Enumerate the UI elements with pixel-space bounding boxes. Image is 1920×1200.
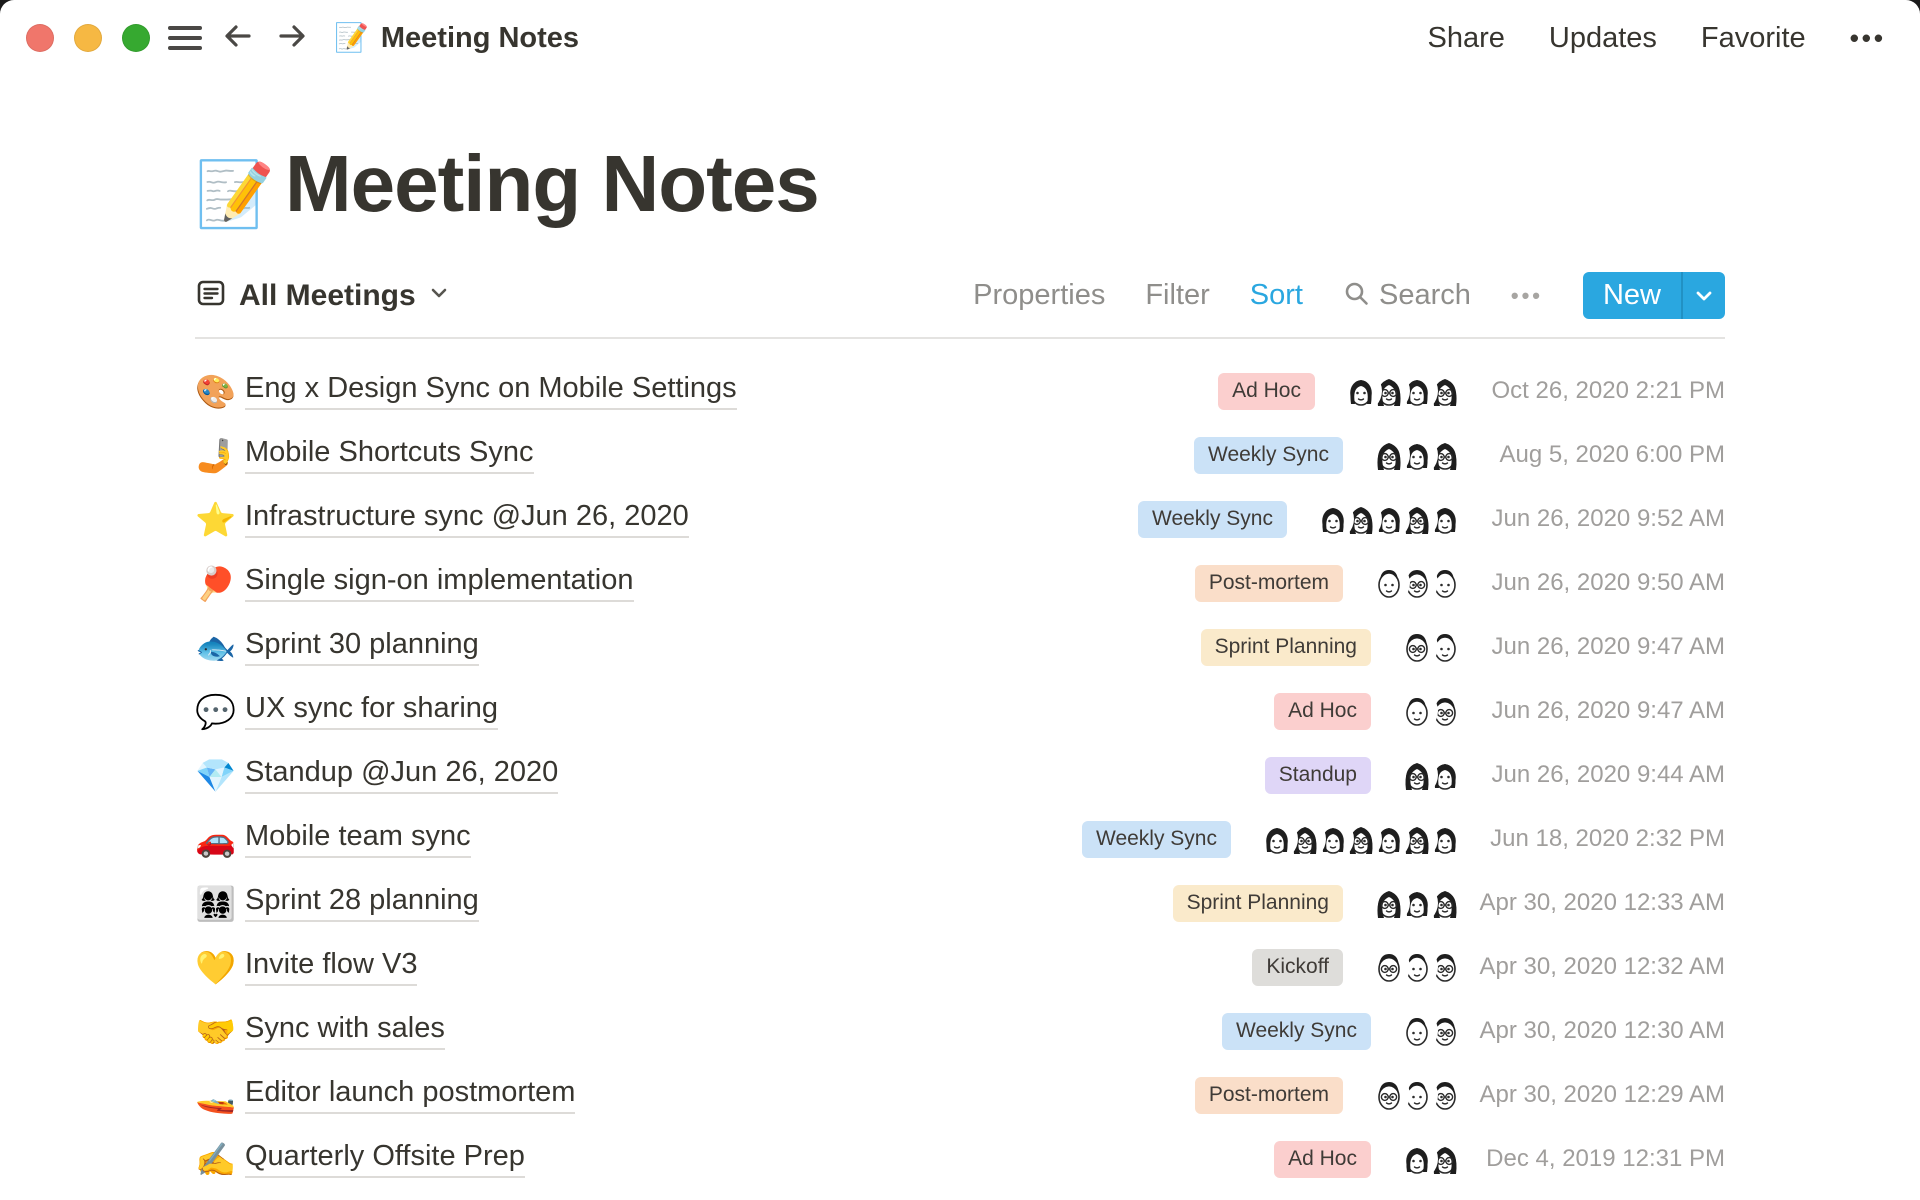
table-row [195, 1127, 1725, 1191]
new-button-chevron-down-icon[interactable] [1683, 272, 1725, 319]
row-emoji-icon: 🎨 [195, 372, 237, 410]
share-button[interactable]: Share [1427, 21, 1505, 54]
close-window-button[interactable] [26, 24, 54, 52]
sort-button[interactable]: Sort [1249, 279, 1303, 311]
updates-button[interactable]: Updates [1548, 21, 1657, 54]
database-toolbar [195, 272, 1725, 339]
created-date[interactable]: Jun 26, 2020 9:44 AM [1491, 761, 1725, 788]
avatar [1371, 565, 1407, 601]
attendee-avatars[interactable] [1399, 693, 1463, 729]
meeting-title-link[interactable]: Mobile team sync [245, 820, 471, 858]
meeting-title-link[interactable]: Sync with sales [245, 1012, 445, 1050]
page-title: Meeting Notes [285, 139, 819, 228]
new-button[interactable] [1583, 272, 1725, 319]
meeting-type-tag[interactable]: Post-mortem [1195, 1077, 1343, 1114]
attendee-avatars[interactable] [1315, 501, 1463, 537]
attendee-avatars[interactable] [1371, 437, 1463, 473]
created-date[interactable]: Apr 30, 2020 12:29 AM [1479, 1081, 1725, 1108]
created-date[interactable]: Apr 30, 2020 12:33 AM [1479, 889, 1725, 916]
row-emoji-icon: 🏓 [195, 564, 237, 602]
avatar [1399, 693, 1435, 729]
attendee-avatars[interactable] [1371, 885, 1463, 921]
table-row [195, 935, 1725, 999]
meeting-type-tag[interactable]: Ad Hoc [1218, 373, 1315, 410]
meeting-title-link[interactable]: UX sync for sharing [245, 692, 498, 730]
row-emoji-icon: ✍️ [195, 1140, 237, 1178]
attendee-avatars[interactable] [1399, 1013, 1463, 1049]
meeting-title-link[interactable]: Mobile Shortcuts Sync [245, 436, 534, 474]
meeting-type-tag[interactable]: Sprint Planning [1201, 629, 1371, 666]
meeting-title-link[interactable]: Infrastructure sync @Jun 26, 2020 [245, 500, 689, 538]
table-row [195, 615, 1725, 679]
avatar [1399, 757, 1435, 793]
table-row [195, 871, 1725, 935]
created-date[interactable]: Jun 26, 2020 9:50 AM [1491, 569, 1725, 596]
window-titlebar [0, 0, 1920, 76]
page-header [195, 139, 1725, 230]
created-date[interactable]: Jun 26, 2020 9:47 AM [1491, 697, 1725, 724]
page-icon[interactable]: 📝 [195, 158, 275, 230]
created-date[interactable]: Jun 26, 2020 9:47 AM [1491, 633, 1725, 660]
row-emoji-icon: 💎 [195, 756, 237, 794]
row-emoji-icon: ⭐ [195, 500, 237, 538]
row-emoji-icon: 🤝 [195, 1012, 237, 1050]
more-options-icon[interactable]: ••• [1849, 22, 1886, 53]
table-row [195, 551, 1725, 615]
search-button[interactable] [1343, 279, 1471, 312]
row-emoji-icon: 👩‍👩‍👧‍👧 [195, 884, 237, 922]
meeting-title-link[interactable]: Editor launch postmortem [245, 1076, 575, 1114]
meeting-type-tag[interactable]: Weekly Sync [1194, 437, 1343, 474]
meeting-type-tag[interactable]: Weekly Sync [1222, 1013, 1371, 1050]
search-label: Search [1378, 279, 1471, 311]
favorite-button[interactable]: Favorite [1700, 21, 1806, 54]
created-date[interactable]: Apr 30, 2020 12:30 AM [1479, 1017, 1725, 1044]
toolbar-actions [973, 272, 1725, 319]
avatar [1371, 437, 1407, 473]
filter-button[interactable]: Filter [1145, 279, 1210, 311]
new-button-label[interactable]: New [1602, 279, 1661, 311]
meeting-title-link[interactable]: Quarterly Offsite Prep [245, 1140, 525, 1178]
window-title: Meeting Notes [380, 21, 580, 54]
avatar [1343, 373, 1379, 409]
meeting-type-tag[interactable]: Ad Hoc [1274, 1141, 1371, 1178]
attendee-avatars[interactable] [1399, 757, 1463, 793]
meeting-type-tag[interactable]: Sprint Planning [1173, 885, 1343, 922]
attendee-avatars[interactable] [1399, 1141, 1463, 1177]
table-row [195, 359, 1725, 423]
chevron-down-icon [428, 282, 450, 309]
meetings-table [195, 339, 1725, 1191]
created-date[interactable]: Oct 26, 2020 2:21 PM [1491, 377, 1725, 404]
meeting-type-tag[interactable]: Kickoff [1252, 949, 1343, 986]
meeting-type-tag[interactable]: Weekly Sync [1082, 821, 1231, 858]
window-page-emoji-icon: 📝 [334, 22, 369, 53]
meeting-type-tag[interactable]: Post-mortem [1195, 565, 1343, 602]
meeting-type-tag[interactable]: Weekly Sync [1138, 501, 1287, 538]
avatar [1371, 949, 1407, 985]
row-emoji-icon: 🚤 [195, 1076, 237, 1114]
minimize-window-button[interactable] [74, 24, 102, 52]
created-date[interactable]: Jun 26, 2020 9:52 AM [1491, 505, 1725, 532]
table-view-icon [195, 277, 227, 314]
forward-icon[interactable] [274, 18, 310, 59]
created-date[interactable]: Jun 18, 2020 2:32 PM [1490, 825, 1725, 852]
attendee-avatars[interactable] [1371, 565, 1463, 601]
attendee-avatars[interactable] [1371, 949, 1463, 985]
row-emoji-icon: 💛 [195, 948, 237, 986]
row-emoji-icon: 🐟 [195, 628, 237, 666]
avatar [1371, 885, 1407, 921]
view-name: All Meetings [239, 278, 416, 312]
avatar [1259, 821, 1295, 857]
meeting-title-link[interactable]: Sprint 28 planning [245, 884, 479, 922]
table-row [195, 743, 1725, 807]
table-row [195, 423, 1725, 487]
row-emoji-icon: 🚗 [195, 820, 237, 858]
table-row [195, 1063, 1725, 1127]
back-icon[interactable] [220, 18, 256, 59]
sidebar-menu-icon[interactable] [168, 26, 202, 50]
meeting-title-link[interactable]: Sprint 30 planning [245, 628, 479, 666]
meeting-title-link[interactable]: Invite flow V3 [245, 948, 417, 986]
attendee-avatars[interactable] [1259, 821, 1463, 857]
zoom-window-button[interactable] [122, 24, 150, 52]
search-icon [1343, 280, 1370, 312]
table-row [195, 679, 1725, 743]
table-row [195, 487, 1725, 551]
row-emoji-icon: 💬 [195, 692, 237, 730]
meeting-title-link[interactable]: Single sign-on implementation [245, 564, 634, 602]
avatar [1399, 1141, 1435, 1177]
meeting-title-link[interactable]: Eng x Design Sync on Mobile Settings [245, 372, 737, 410]
meeting-type-tag[interactable]: Standup [1265, 757, 1371, 794]
created-date[interactable]: Apr 30, 2020 12:32 AM [1479, 953, 1725, 980]
view-switcher[interactable] [195, 277, 450, 314]
toolbar-more-icon[interactable]: ••• [1510, 282, 1543, 308]
table-row [195, 999, 1725, 1063]
titlebar-actions [1428, 22, 1886, 55]
attendee-avatars[interactable] [1399, 629, 1463, 665]
meeting-title-link[interactable]: Standup @Jun 26, 2020 [245, 756, 558, 794]
attendee-avatars[interactable] [1371, 1077, 1463, 1113]
created-date[interactable]: Dec 4, 2019 12:31 PM [1486, 1145, 1725, 1172]
avatar [1399, 1013, 1435, 1049]
page-content [0, 139, 1920, 1191]
row-emoji-icon: 🤳 [195, 436, 237, 474]
avatar [1315, 501, 1351, 537]
created-date[interactable]: Aug 5, 2020 6:00 PM [1499, 441, 1725, 468]
window-controls [26, 24, 150, 52]
properties-button[interactable]: Properties [973, 279, 1106, 311]
avatar [1371, 1077, 1407, 1113]
attendee-avatars[interactable] [1343, 373, 1463, 409]
table-row [195, 807, 1725, 871]
meeting-type-tag[interactable]: Ad Hoc [1274, 693, 1371, 730]
avatar [1399, 629, 1435, 665]
